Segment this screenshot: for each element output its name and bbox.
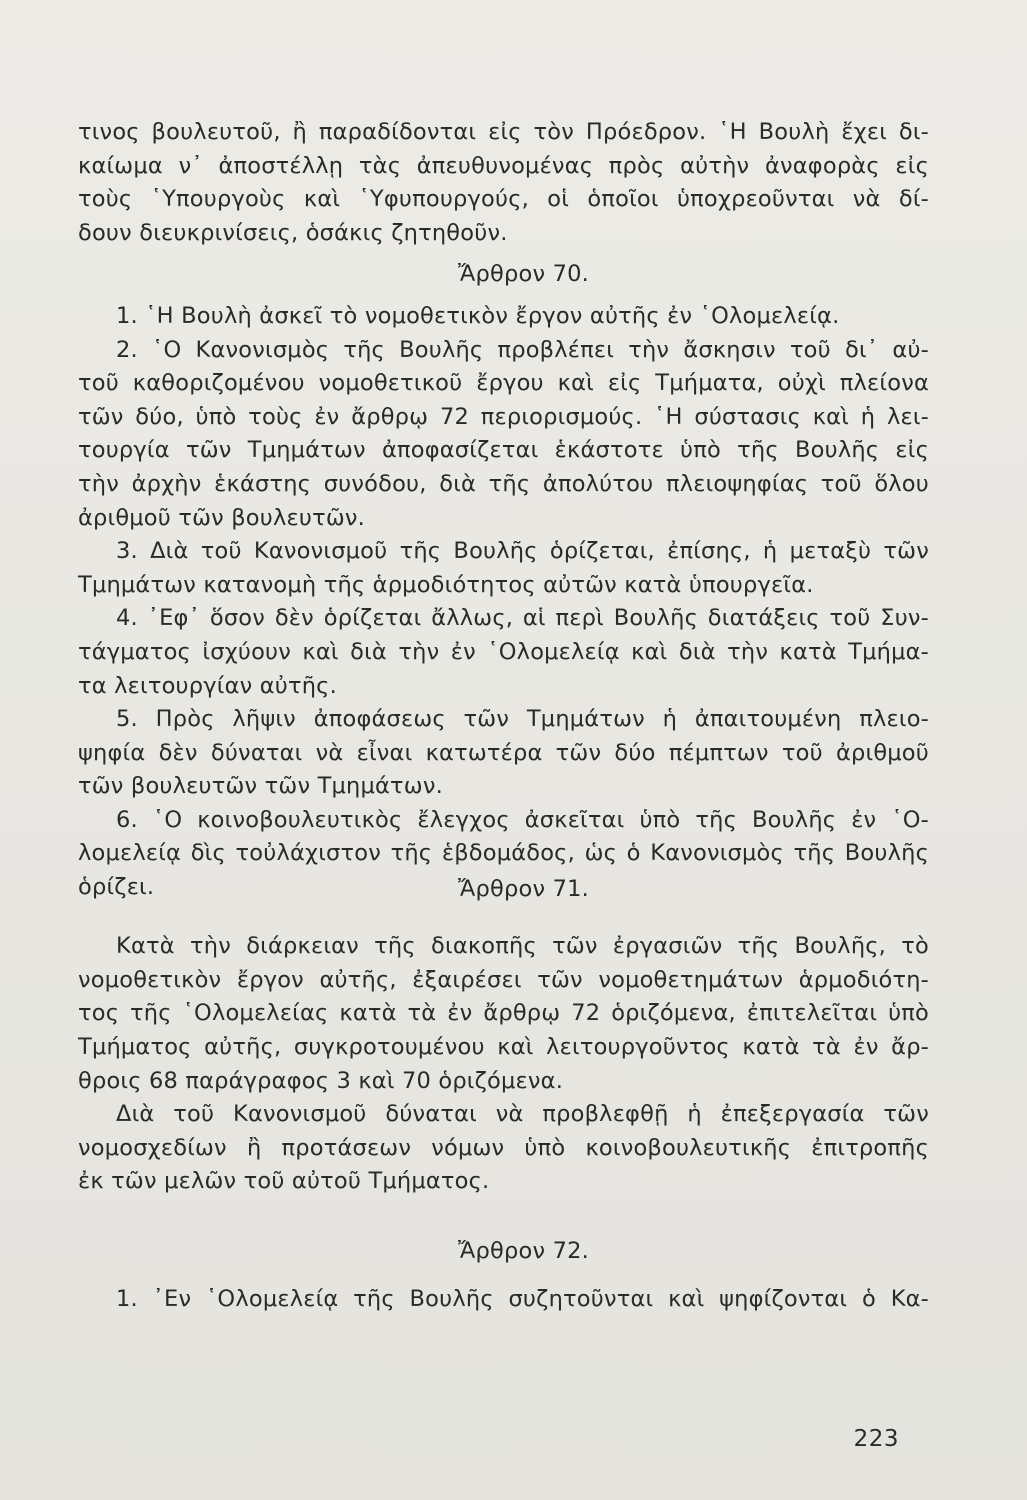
text-line: ψηφία δὲν δύναται νὰ εἶναι κατωτέρα τῶν δύο πέμπτων τοῦ ἀριθμοῦ: [78, 739, 929, 766]
text-line: τος τῆς ῾Ολομελείας κατὰ τὰ ἐν ἄρθρῳ 72 ὁριζόμενα, ἐπιτελεῖται ὑπὸ: [78, 1000, 929, 1027]
article-70-paragraph-2: [78, 334, 929, 536]
text-line: τῶν βουλευτῶν τῶν Τμημάτων.: [78, 773, 443, 800]
text-line: νομοθετικὸν ἔργον αὐτῆς, ἐξαιρέσει τῶν νομοθετημάτων ἁρμοδιότη-: [78, 966, 929, 993]
text-line: Κατὰ τὴν διάρκειαν τῆς διακοπῆς τῶν ἐργασιῶν τῆς Βουλῆς, τὸ: [116, 933, 929, 960]
text-line: 5. Πρὸς λῆψιν ἀποφάσεως τῶν Τμημάτων ἡ ἀπαιτουμένη πλειο-: [116, 706, 929, 733]
text-line: τὴν ἀρχὴν ἑκάστης συνόδου, διὰ τῆς ἀπολύτου πλειοψηφίας τοῦ ὅλου: [78, 470, 929, 497]
article-71-paragraph-2: [78, 1098, 929, 1199]
text-line: καίωμα ν᾽ ἀποστέλλῃ τὰς ἀπευθυνομένας πρὸς αὐτὴν ἀναφορὰς εἰς: [78, 152, 929, 179]
article-70-paragraph-3: [78, 535, 929, 602]
text-line: ἀριθμοῦ τῶν βουλευτῶν.: [78, 504, 366, 531]
text-line: τοῦ καθοριζομένου νομοθετικοῦ ἔργου καὶ εἰς Τμήματα, οὐχὶ πλείονα: [78, 370, 929, 397]
text-line: 2. ῾Ο Κανονισμὸς τῆς Βουλῆς προβλέπει τὴν ἄσκησιν τοῦ δι᾽ αὐ-: [116, 336, 929, 363]
text-line: τουργία τῶν Τμημάτων ἀποφασίζεται ἑκάστοτε ὑπὸ τῆς Βουλῆς εἰς: [78, 437, 929, 464]
article-heading-72: Ἄρθρον 72.: [458, 1238, 589, 1264]
text-line: νομοσχεδίων ἢ προτάσεων νόμων ὑπὸ κοινοβουλευτικῆς ἐπιτροπῆς: [78, 1134, 929, 1161]
text-line: τα λειτουργίαν αὐτῆς.: [78, 672, 337, 699]
text-line: τάγματος ἰσχύουν καὶ διὰ τὴν ἐν ῾Ολομελείᾳ καὶ διὰ τὴν κατὰ Τμήμα-: [78, 638, 929, 665]
article-heading-71: Ἄρθρον 71.: [458, 875, 589, 902]
article-70-paragraph-1: [78, 300, 929, 334]
text-line: 1. ῾Η Βουλὴ ἀσκεῖ τὸ νομοθετικὸν ἔργον αὐτῆς ἐν ῾Ολομελείᾳ.: [116, 302, 840, 329]
text-line: 4. ᾽Εφ᾽ ὅσον δὲν ὁρίζεται ἄλλως, αἱ περὶ Βουλῆς διατάξεις τοῦ Συν-: [116, 605, 929, 632]
article-heading-70: Ἄρθρον 70.: [458, 261, 589, 288]
text-line: ἐκ τῶν μελῶν τοῦ αὐτοῦ Τμήματος.: [78, 1168, 490, 1195]
text-line: 1. ᾽Εν ῾Ολομελείᾳ τῆς Βουλῆς συζητοῦνται καὶ ψηφίζονται ὁ Κα-: [116, 1285, 929, 1312]
text-line: ὁρίζει.: [78, 874, 155, 901]
text-line: λομελείᾳ δὶς τοὐλάχιστον τῆς ἑβδομάδος, ὡς ὁ Κανονισμὸς τῆς Βουλῆς: [78, 840, 929, 867]
text-line: 3. Διὰ τοῦ Κανονισμοῦ τῆς Βουλῆς ὁρίζεται, ἐπίσης, ἡ μεταξὺ τῶν: [116, 538, 929, 565]
text-line: Τμημάτων κατανομὴ τῆς ἁρμοδιότητος αὐτῶν κατὰ ὑπουργεῖα.: [78, 571, 814, 598]
article-71-paragraph-1: [78, 930, 929, 1098]
article-70-paragraph-4: [78, 602, 929, 703]
text-line: 6. ῾Ο κοινοβουλευτικὸς ἔλεγχος ἀσκεῖται ὑπὸ τῆς Βουλῆς ἐν ῾Ο-: [116, 806, 929, 833]
text-line: τοὺς ῾Υπουργοὺς καὶ ῾Υφυπουργούς, οἱ ὁποῖοι ὑποχρεοῦνται νὰ δί-: [78, 186, 929, 213]
text-line: τινος βουλευτοῦ, ἢ παραδίδονται εἰς τὸν Πρόεδρον. ῾Η Βουλὴ ἔχει δι-: [78, 119, 929, 145]
article-70-paragraph-5: [78, 703, 929, 804]
continuation-paragraph: [78, 116, 929, 250]
article-72-paragraph-1: [78, 1283, 929, 1317]
text-line: Διὰ τοῦ Κανονισμοῦ δύναται νὰ προβλεφθῇ ἡ ἐπεξεργασία τῶν: [116, 1101, 929, 1128]
text-line: τῶν δύο, ὑπὸ τοὺς ἐν ἄρθρῳ 72 περιορισμούς. ῾Η σύστασις καὶ ἡ λει-: [78, 403, 929, 430]
page-number: 223: [853, 1426, 899, 1452]
text-line: δουν διευκρινίσεις, ὁσάκις ζητηθοῦν.: [78, 219, 508, 246]
text-line: θροις 68 παράγραφος 3 καὶ 70 ὁριζόμενα.: [78, 1067, 564, 1094]
text-line: Τμήματος αὐτῆς, συγκροτουμένου καὶ λειτουργοῦντος κατὰ τὰ ἐν ἄρ-: [78, 1034, 929, 1061]
